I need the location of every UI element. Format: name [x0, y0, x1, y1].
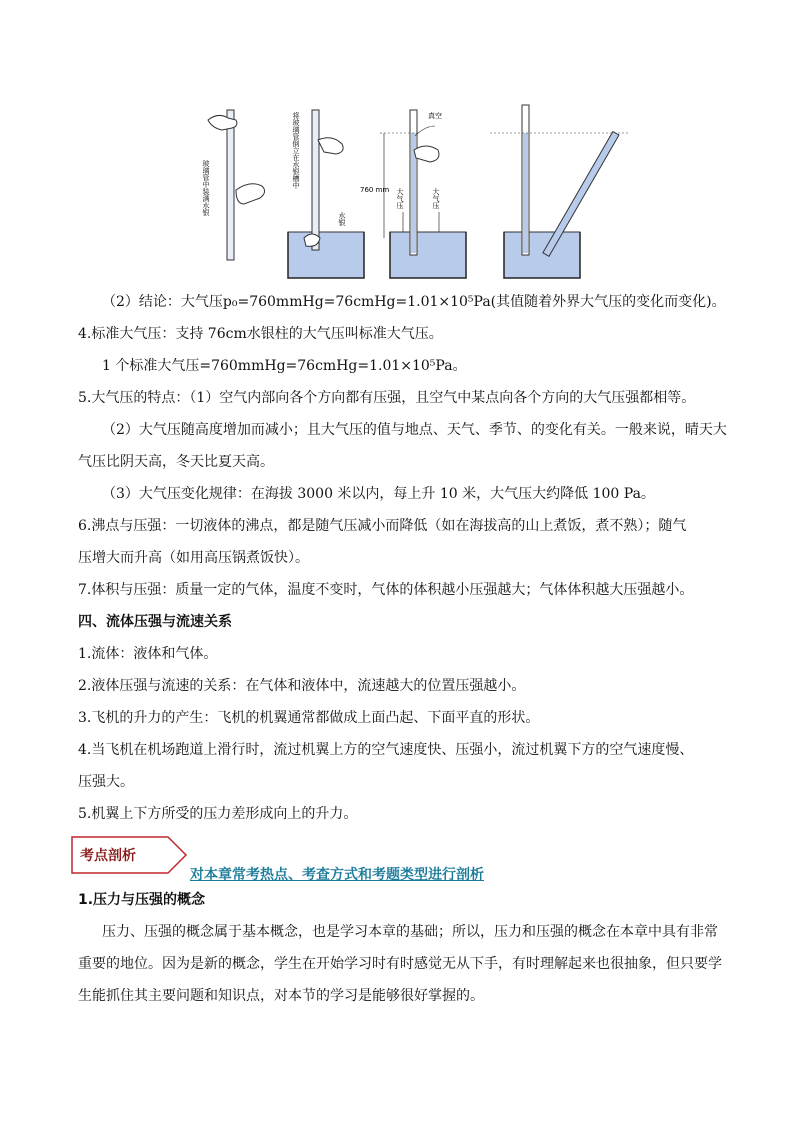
badge-label: 考点剖析	[80, 848, 136, 864]
text-line: 压增大而升高（如用高压锅煮饭快）。	[78, 550, 309, 566]
text-line: 2.液体压强与流速的关系：在气体和液体中，流速越大的位置压强越小。	[78, 678, 526, 694]
section-heading: 四、流体压强与流速关系	[78, 614, 232, 630]
text-line: 6.沸点与压强：一切液体的沸点，都是随气压减小而降低（如在海拔高的山上煮饭，煮不熟）；随气	[78, 518, 687, 534]
text-line: （2）结论：大气压p₀=760mmHg=76cmHg=1.01×10⁵Pa(其值随着外界大气压的变化而变化)。	[102, 294, 726, 310]
label-tube-filled: 玻璃管中装满水银	[202, 160, 210, 216]
panel-2	[288, 110, 364, 278]
text-line: 4.当飞机在机场跑道上滑行时，流过机翼上方的空气速度快、压强小，流过机翼下方的空气速度慢、	[78, 742, 694, 758]
text-line: 重要的地位。因为是新的概念，学生在开始学习时有时感觉无从下手，有时理解起来也很抽象，但只要学	[78, 956, 722, 972]
text-line: 5.大气压的特点：（1）空气内部向各个方向都有压强，且空气中某点向各个方向的大气压强都相等。	[78, 390, 696, 406]
panel-4	[490, 105, 630, 278]
sub-heading: 对本章常考热点、考查方式和考题类型进行剖析	[190, 867, 484, 883]
hand-icon	[236, 184, 265, 204]
panel-1	[202, 110, 265, 260]
label-mercury: 水银	[338, 212, 346, 226]
label-invert: 将玻璃管倒立在水银槽中	[292, 112, 300, 189]
section-heading: 1.压力与压强的概念	[78, 892, 206, 908]
text-line: （2）大气压随高度增加而减小；且大气压的值与地点、天气、季节、的变化有关。一般来说，晴天大	[102, 422, 727, 438]
text-line: 生能抓住其主要问题和知识点，对本节的学习是能够很好掌握的。	[78, 988, 484, 1004]
torricelli-figure	[200, 100, 630, 280]
text-line: 4.标准大气压：支持 76cm水银柱的大气压叫标准大气压。	[78, 326, 443, 342]
text-line: 压力、压强的概念属于基本概念，也是学习本章的基础；所以，压力和压强的概念在本章中具有非常	[102, 924, 718, 940]
text-line: 7.体积与压强：质量一定的气体，温度不变时，气体的体积越小压强越大；气体体积越大压强越小。	[78, 582, 694, 598]
text-line: 1.流体：液体和气体。	[78, 646, 218, 662]
text-line: 气压比阴天高，冬天比夏天高。	[78, 454, 274, 470]
text-line: 5.机翼上下方所受的压力差形成向上的升力。	[78, 806, 358, 822]
hand-icon	[414, 146, 439, 162]
hand-icon	[318, 138, 343, 154]
panel-3	[360, 110, 466, 278]
text-line: 压强大。	[78, 774, 134, 790]
label-760mm: 760 mm	[360, 186, 390, 194]
label-pressure-right: 大气压	[432, 188, 440, 209]
text-line: （3）大气压变化规律：在海拔 3000 米以内，每上升 10 米，大气压大约降低 100 Pa。	[102, 486, 655, 502]
text-line: 3.飞机的升力的产生：飞机的机翼通常都做成上面凸起、下面平直的形状。	[78, 710, 540, 726]
label-pressure-left: 大气压	[396, 188, 404, 209]
label-vacuum: 真空	[428, 112, 442, 120]
text-line: 1 个标准大气压=760mmHg=76cmHg=1.01×10⁵Pa。	[102, 358, 467, 374]
